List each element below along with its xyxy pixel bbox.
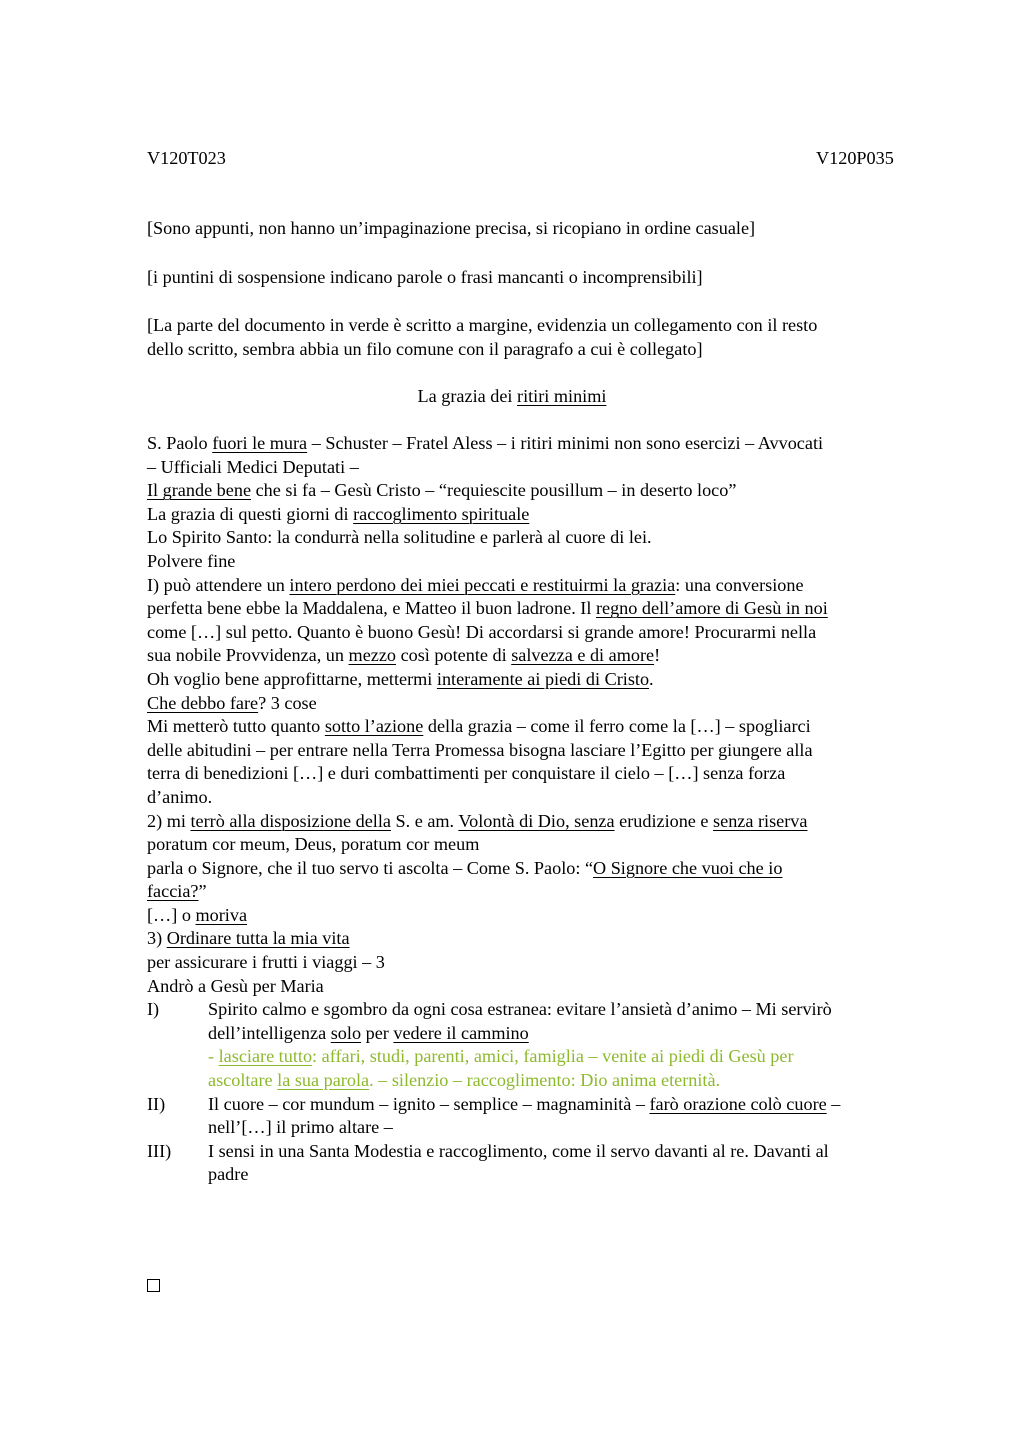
underlined-text: faccia? [147,881,199,902]
margin-note-line [208,1045,937,1069]
text-run: 3) [147,928,167,949]
underlined-text: Che debbo fare [147,692,259,713]
text-run: Spirito calmo e sgombro da ogni cosa estranea: evitare l’ansietà d’animo – Mi servirò [208,999,832,1020]
underlined-text: mezzo [348,645,397,666]
document-body [147,432,937,1187]
text-line [147,574,937,598]
text-run: Il cuore – cor mundum – ignito – semplice – magnaminità – [208,1093,650,1114]
text-line [147,880,937,904]
title-text: La grazia dei [417,386,518,406]
text-line [147,951,937,975]
text-line [147,668,937,692]
text-run: padre [208,1164,249,1185]
text-run: dell’intelligenza [208,1022,331,1043]
text-run: delle abitudini – per entrare nella Terra Promessa bisogna lasciare l’Egitto per giungere alla [147,739,813,760]
text-line [147,762,937,786]
text-line [147,927,937,951]
text-run: I sensi in una Santa Modestia e raccoglimento, come il servo davanti al re. Davanti al [208,1140,829,1161]
text-line [147,550,937,574]
text-line [147,904,937,928]
text-run: ! [654,645,661,666]
text-line [147,739,937,763]
margin-note-line [208,1069,937,1093]
text-run: S. Paolo [147,433,213,453]
text-run: sua nobile Provvidenza, un [147,645,349,666]
text-line [208,1022,937,1046]
text-run: . [649,668,654,689]
underlined-text: vedere il cammino [393,1022,529,1043]
underlined-text: sotto l’azione [324,716,424,737]
text-run: Polvere fine [147,550,236,571]
underlined-text: Ordinare tutta la mia vita [166,928,350,949]
text-run: – [826,1093,841,1114]
text-line [147,526,937,550]
underlined-text: raccoglimento spirituale [353,503,530,524]
title-underlined-text: ritiri minimi [517,386,607,406]
text-run: 2) mi [147,810,191,831]
text-run: Mi metterò tutto quanto [147,716,325,737]
text-run: come […] sul petto. Quanto è buono Gesù! Di accordarsi si grande amore! Procurarmi nella [147,621,817,642]
item-text [208,1140,937,1187]
editor-note: [i puntini di sospensione indicano parole o frasi mancanti o incomprensibili] [147,267,703,287]
text-line [147,432,937,456]
text-run: – Ufficiali Medici Deputati – [147,456,359,477]
text-line [208,1140,937,1164]
underlined-text: terrò alla disposizione della [190,810,391,831]
underlined-text: intero perdono dei miei peccati e restituirmi la grazia [289,574,676,595]
editor-note: [La parte del documento in verde è scritto a margine, evidenzia un collegamento con il resto dello scritto, sembra abbia un filo comune con il paragrafo a cui è collegato] [147,315,818,359]
text-line [147,456,937,480]
numbered-item [147,1140,937,1187]
text-run: Oh voglio bene approfittarne, mettermi [147,668,437,689]
text-line [147,692,937,716]
document-code-left: V120T023 [147,148,226,168]
item-number: I) [147,999,160,1020]
underlined-text: salvezza e di amore [511,645,655,666]
text-line [147,715,937,739]
underlined-text: Il grande bene [147,480,252,501]
text-run: terra di benedizioni […] e duri combattimenti per conquistare il cielo – […] senza forza [147,763,786,784]
text-run: […] o [147,904,196,925]
text-run: che si fa – Gesù Cristo – “requiescite pousillum – in deserto loco” [251,480,737,501]
text-run: I) può attendere un [147,574,290,595]
text-run: parla o Signore, che il tuo servo ti ascolta – Come S. Paolo: “ [147,857,594,878]
text-run: nell’[…] il primo altare – [208,1117,393,1138]
text-line [147,833,937,857]
text-line [147,503,937,527]
item-number: III) [147,1140,172,1161]
text-line [147,621,937,645]
text-run: : affari, studi, parenti, amici, famiglia – venite ai piedi di Gesù per [312,1046,794,1067]
text-run: poratum cor meum, Deus, poratum cor meum [147,834,480,855]
text-run: così potente di [396,645,512,666]
underlined-text: senza riserva [713,810,808,831]
underlined-text: O Signore che vuoi che io [593,857,783,878]
document-code-right: V120P035 [816,148,894,168]
text-run: - [208,1046,219,1067]
text-run: . – silenzio – raccoglimento: Dio anima eternità. [369,1070,721,1091]
text-run: Andrò a Gesù per Maria [147,975,324,996]
document-title [0,385,1024,409]
text-run: perfetta bene ebbe la Maddalena, e Matteo il buon ladrone. Il [147,598,596,619]
underlined-text: Volontà di Dio, senza [458,810,615,831]
text-line [147,975,937,999]
text-run: Lo Spirito Santo: la condurrà nella solitudine e parlerà al cuore di lei. [147,527,652,548]
text-line [147,644,937,668]
text-run: erudizione e [614,810,714,831]
text-line [208,1163,937,1187]
underlined-text: la sua parola [277,1070,370,1091]
text-run: ? 3 cose [258,692,317,713]
text-run: ” [198,881,207,902]
text-run: S. e am. [390,810,459,831]
underlined-text: interamente ai piedi di Cristo [436,668,650,689]
text-line [208,1093,937,1117]
text-run: d’animo. [147,786,213,807]
text-line [147,857,937,881]
text-run: per assicurare i frutti i viaggi – 3 [147,952,385,973]
item-text [208,1093,937,1140]
checkbox-glyph [147,1279,160,1292]
text-line [147,810,937,834]
text-run: ascoltare [208,1070,278,1091]
item-number: II) [147,1093,166,1114]
text-line [147,479,937,503]
text-run: La grazia di questi giorni di [147,503,354,524]
item-text [208,998,937,1092]
text-line [208,1116,937,1140]
editor-note: [Sono appunti, non hanno un’impaginazione precisa, si ricopiano in ordine casuale] [147,218,756,238]
text-run: : una conversione [675,574,804,595]
text-run: della grazia – come il ferro come la […] – spogliarci [423,716,811,737]
text-run: per [361,1022,394,1043]
text-line [208,998,937,1022]
underlined-text: farò orazione colò cuore [649,1093,827,1114]
text-run: – Schuster – Fratel Aless – i ritiri minimi non sono esercizi – Avvocati [307,433,824,453]
numbered-item [147,998,937,1092]
underlined-text: lasciare tutto [218,1046,313,1067]
underlined-text: regno dell’amore di Gesù in noi [595,598,828,619]
underlined-text: fuori le mura [212,433,308,453]
underlined-text: solo [330,1022,362,1043]
text-line [147,786,937,810]
text-line [147,597,937,621]
underlined-text: moriva [195,904,248,925]
numbered-item [147,1093,937,1140]
